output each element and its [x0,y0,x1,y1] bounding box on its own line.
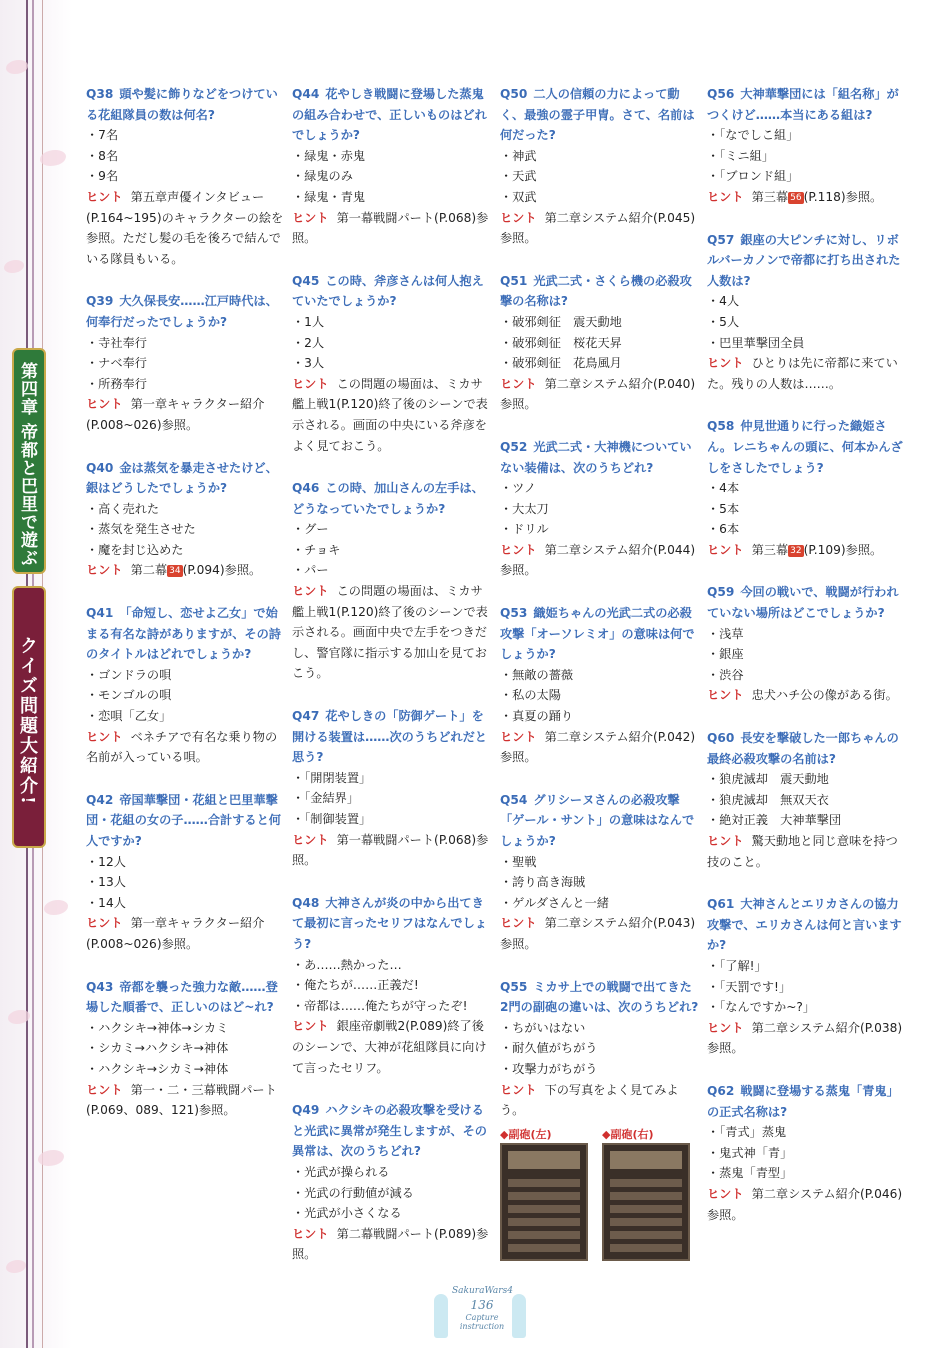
hint-label: ヒント [292,832,329,847]
answer-option: ・ハクシキ→シカミ→神体 [86,1061,229,1076]
screenshot-stat-row [610,1179,682,1187]
quiz-item [86,790,286,955]
answer-option: ・ちがいはない [500,1020,586,1035]
hint-text: 第五章声優インタビュー(P.164~195)のキャラクターの絵を参照。ただし髪の毛を後ろで結んでいる隊員もいる。 [86,189,284,266]
question-number: Q62 [707,1083,735,1098]
answer-option: ・浅草 [707,626,744,641]
screenshot-stat-row [610,1244,682,1252]
hint-text: 第二幕戦闘パート(P.089)参照。 [292,1226,489,1262]
answer-option: ・ナベ奉行 [86,356,147,371]
game-screenshot [500,1143,588,1261]
hint-label: ヒント [707,542,744,557]
question-number: Q55 [500,979,528,994]
screenshot-stat-row [508,1205,580,1213]
question-text [292,706,492,768]
answer-option: ・「天罰です!」 [707,979,792,994]
answer-option: ・あ……熱かった… [292,957,402,972]
hint [500,374,700,415]
hint-text: この問題の場面は、ミカサ艦上戦1(P.120)終了後のシーンで表示される。画面の中央にいる斧彦をよく見ておこう。 [292,376,488,453]
screenshot-figure [602,1125,692,1261]
quiz-item [500,437,700,581]
screenshot-stat-row [508,1244,580,1252]
hint-label: ヒント [292,1019,329,1034]
hint-label: ヒント [86,397,123,412]
answer-option: ・14人 [86,895,126,910]
quiz-item [86,291,286,435]
answer-option: ・6本 [707,522,740,537]
question-text [500,603,700,665]
hint-label: ヒント [292,210,329,225]
question-body: 織姫ちゃんの光武二式の必殺攻撃「オーソレミオ」の意味は何でしょうか? [500,606,695,662]
question-number: Q51 [500,273,528,288]
petal-decoration [6,60,28,74]
screenshot-header-bar [508,1151,580,1169]
quiz-item [707,416,907,560]
answer-option: ・破邪剣征 桜花天昇 [500,335,622,350]
quiz-item [292,271,492,456]
question-body: 「命短し、恋せよ乙女」で始まる有名な詩がありますが、その詩のタイトルはどれでしょうか? [86,606,281,662]
screenshot-stat-row [610,1218,682,1226]
hint [500,727,700,768]
question-body: 帝都を襲った強力な敵……登場した順番で、正しいのはど~れ? [86,979,278,1015]
answer-option: ・緑鬼・青鬼 [292,189,366,204]
question-body: 光武二式・大神機についていない装備は、次のうちどれ? [500,439,692,475]
page-footer [430,1286,530,1336]
answer-option: ・私の太陽 [500,688,561,703]
footer-logo: SakuraWars4 [452,1286,513,1296]
petal-decoration [6,1260,26,1273]
question-text [86,291,286,332]
quiz-item [707,230,907,395]
answer-option: ・チョキ [292,542,341,557]
answer-option: ・蒸気を発生させた [86,522,196,537]
answer-option: ・恋唄「乙女」 [86,709,172,724]
question-number: Q42 [86,792,114,807]
section-badge: 32 [790,545,802,556]
question-number: Q45 [292,273,320,288]
answer-option: ・狼虎滅却 無双天衣 [707,792,829,807]
answer-option: ・「なんですか~?」 [707,1000,816,1015]
answer-option: ・「なでしこ組」 [707,128,799,143]
question-body: 花やしき戦闘に登場した蒸鬼の組み合わせで、正しいものはどれでしょうか? [292,87,487,143]
answer-option: ・2人 [292,335,325,350]
question-number: Q60 [707,731,735,746]
answer-option: ・高く売れた [86,501,160,516]
hint-label: ヒント [500,542,537,557]
hint-text: 第二章システム紹介(P.045)参照。 [500,210,696,246]
hint [86,394,286,435]
hint [500,540,700,581]
section-badge: 56 [790,192,802,203]
screenshot-figure [500,1125,590,1261]
answer-option: ・3人 [292,356,325,371]
answer-option: ・耐久値がちがう [500,1041,598,1056]
quiz-item [86,84,286,269]
answer-option: ・8名 [86,148,119,163]
answer-option: ・「開閉装置」 [292,770,372,785]
question-number: Q58 [707,419,735,434]
answer-option: ・12人 [86,854,126,869]
answer-option: ・聖戦 [500,854,537,869]
hint-label: ヒント [292,376,329,391]
question-body: 大神さんとエリカさんの協力攻撃で、エリカさんは何と言いますか? [707,897,902,953]
question-body: グリシーヌさんの必殺攻撃「ゲール・サント」の意味はなんでしょうか? [500,792,695,848]
answer-option: ・緑鬼のみ [292,169,353,184]
quiz-item [500,790,700,955]
answer-option: ・ゴンドラの唄 [86,667,172,682]
screenshot-stat-row [610,1231,682,1239]
quiz-item [86,458,286,582]
question-body: 戦闘に登場する蒸鬼「青鬼」の正式名称は? [707,1083,899,1119]
answer-option: ・「ミニ組」 [707,148,775,163]
hint-chapter: 第三幕 [751,542,789,557]
hint-text: 第一章キャラクター紹介(P.008~026)参照。 [86,916,265,951]
hint-label: ヒント [500,916,537,931]
hint-text: (P.094)参照。 [182,563,262,578]
answer-option: ・所務奉行 [86,376,147,391]
question-number: Q41 [86,606,114,621]
hint-text: 第二章システム紹介(P.040)参照。 [500,376,696,412]
hint-text: 第二章システム紹介(P.046)参照。 [707,1186,903,1222]
question-text [707,230,907,292]
answer-option: ・4人 [707,294,740,309]
hint-text: ひとりは先に帝都に来ていた。残りの人数は……。 [707,356,898,391]
sidebar-decoration [0,0,72,1348]
hint-label: ヒント [707,1020,744,1035]
quiz-column [292,84,492,1287]
hint-label: ヒント [86,1082,123,1097]
quiz-item [707,582,907,706]
screenshot-stat-row [508,1192,580,1200]
hint-text: この問題の場面は、ミカサ艦上戦1(P.120)終了後のシーンで表示される。画面中央で左手をつきだし、警官隊に指示する加山を見ておこう。 [292,584,488,681]
screenshot-pair [500,1125,692,1261]
hint-label: ヒント [500,210,537,225]
question-text [86,84,286,125]
answer-option: ・1人 [292,314,325,329]
hint [500,913,700,954]
question-number: Q61 [707,897,735,912]
hint [707,1184,907,1225]
answer-option: ・「青式」蒸鬼 [707,1125,787,1140]
answer-option: ・狼虎滅却 震天動地 [707,772,829,787]
answer-option: ・9名 [86,169,119,184]
hint-label: ヒント [86,189,123,204]
question-text [292,84,492,146]
screenshot-stat-row [508,1218,580,1226]
answer-option: ・「制御装置」 [292,812,372,826]
answer-option: ・光武が小さくなる [292,1206,402,1221]
petal-decoration [44,900,68,915]
quiz-item [86,603,286,768]
question-text [500,437,700,478]
question-text [707,582,907,623]
question-number: Q53 [500,606,528,621]
question-number: Q39 [86,294,114,309]
question-text [707,728,907,769]
hint [707,831,907,872]
question-number: Q52 [500,439,528,454]
hint [292,1016,492,1078]
hint-chapter: 第二幕 [130,563,168,578]
hint-label: ヒント [86,916,123,931]
answer-option: ・シカミ→ハクシキ→神体 [86,1041,229,1056]
answer-option: ・「金結界」 [292,791,360,806]
hint-label: ヒント [707,688,744,703]
answer-option: ・7名 [86,128,119,143]
screenshot-stat-row [610,1192,682,1200]
answer-option: ・帝都は……俺たちが守ったぞ! [292,998,468,1013]
hint [86,1080,286,1121]
answer-option: ・大太刀 [500,501,549,516]
quiz-column [707,84,907,1247]
question-body: 長安を撃破した一郎ちゃんの最終必殺攻撃の名前は? [707,731,899,766]
question-body: 大神さんが炎の中から出てきて最初に言ったセリフはなんでしょう? [292,895,487,951]
answer-option: ・13人 [86,875,126,890]
quiz-item [292,1100,492,1265]
question-text [292,478,492,519]
question-body: ミカサ上での戦闘で出てきた2門の副砲の違いは、次のうちどれ? [500,979,699,1015]
hint-label: ヒント [292,1226,329,1241]
hint-text: 第二章システム紹介(P.043)参照。 [500,916,696,951]
quiz-item [500,271,700,415]
question-text [500,977,700,1018]
question-number: Q56 [707,87,735,101]
answer-option: ・パー [292,563,329,578]
game-screenshot [602,1143,690,1261]
answer-option: ・俺たちが……正義だ! [292,978,419,993]
question-body: 金は蒸気を暴走させたけど、銀はどうしたでしょうか? [86,460,278,496]
answer-option: ・光武の行動値が減る [292,1185,414,1200]
quiz-item [500,84,700,249]
hint-label: ヒント [707,189,744,204]
hint [292,1224,492,1265]
question-number: Q57 [707,232,735,247]
answer-option: ・緑鬼・赤鬼 [292,148,366,163]
hint-label: ヒント [292,584,329,599]
hint [707,1018,907,1059]
question-number: Q49 [292,1103,320,1118]
question-body: 今回の戦いで、戦闘が行われていない場所はどこでしょうか? [707,585,899,621]
petal-decoration [4,260,24,273]
hint-text: 第一章キャラクター紹介(P.008~026)参照。 [86,397,265,432]
hint-label: ヒント [707,1186,744,1201]
answer-option: ・双武 [500,189,537,204]
answer-option: ・寺社奉行 [86,335,147,350]
question-body: 光武二式・さくら機の必殺攻撃の名称は? [500,273,692,309]
hint [707,353,907,394]
hint [292,208,492,249]
quiz-item [292,478,492,684]
hint-label: ヒント [500,376,537,391]
petal-decoration [38,1150,64,1166]
question-text [707,84,907,125]
answer-option: ・モンゴルの唄 [86,688,172,703]
quiz-item [86,977,286,1121]
question-body: 大久保長安……江戸時代は、何奉行だったでしょうか? [86,294,278,329]
answer-option: ・銀座 [707,647,744,662]
page-number: 136 [470,1298,494,1312]
question-body: この時、斧彦さんは何人抱えていたでしょうか? [292,273,484,309]
chapter-tab: 第四章 帝都と巴里で遊ぶ [12,348,46,574]
question-number: Q38 [86,87,114,101]
answer-option: ・グー [292,522,329,537]
question-text [86,458,286,499]
hint-label: ヒント [707,356,744,371]
screenshot-stat-row [610,1205,682,1213]
screenshot-caption: ◆副砲(右) [602,1127,654,1141]
answer-option: ・ゲルダさんと一緒 [500,895,609,910]
question-number: Q54 [500,792,528,807]
hint-text: 第一幕戦闘パート(P.068)参照。 [292,832,489,868]
hint [86,187,286,269]
question-text [707,894,907,956]
petal-decoration [40,150,66,166]
quiz-item [500,977,700,1261]
answer-option: ・光武が操られる [292,1164,390,1179]
hint-label: ヒント [86,729,123,744]
quiz-item [292,84,492,249]
question-body: 帝国華撃団・花組と巴里華撃団・花組の女の子……合計すると何人ですか? [86,792,281,848]
answer-option: ・破邪剣征 花鳥風月 [500,356,622,371]
question-text [86,977,286,1018]
answer-option: ・「ブロンド組」 [707,169,799,184]
question-text [86,790,286,852]
hint-label: ヒント [500,1082,537,1097]
answer-option: ・5人 [707,314,740,329]
question-body: この時、加山さんの左手は、どうなっていたでしょうか? [292,481,484,516]
screenshot-stat-row [508,1231,580,1239]
answer-option: ・4本 [707,481,740,496]
hint-text: 驚天動地と同じ意味を持つ技のこと。 [707,834,898,869]
quiz-item [707,894,907,1059]
answer-option: ・破邪剣征 震天動地 [500,314,622,329]
hint [707,540,907,561]
quiz-column [500,84,700,1283]
answer-option: ・誇り高き海賊 [500,875,586,890]
quiz-item [707,84,907,208]
answer-option: ・鬼式神「青」 [707,1145,793,1160]
question-number: Q46 [292,481,320,496]
question-number: Q40 [86,460,114,475]
answer-option: ・天武 [500,169,537,184]
question-body: 二人の信頼の力によって動く、最強の霊子甲冑。さて、名前は何だった? [500,87,695,143]
answer-option: ・ドリル [500,522,549,537]
question-body: 銀座の大ピンチに対し、リボルバーカノンで帝都に打ち出された人数は? [707,232,901,288]
question-text [292,1100,492,1162]
answer-option: ・魔を封じ込めた [86,542,184,557]
answer-option: ・絶対正義 大神華撃団 [707,813,842,828]
section-badge: 34 [169,566,181,577]
footer-subtitle: Capture instruction [459,1313,505,1331]
question-number: Q43 [86,979,114,994]
question-body: 頭や髪に飾りなどをつけている花組隊員の数は何名? [86,87,278,122]
hint [292,581,492,684]
question-text [292,893,492,955]
question-text [500,84,700,146]
quiz-item [292,893,492,1078]
question-body: ハクシキの必殺攻撃を受けると光武に異常が発生しますが、その異常は、次のうちどれ? [292,1103,487,1159]
hint [86,727,286,768]
answer-option: ・蒸鬼「青型」 [707,1166,793,1181]
answer-option: ・「了解!」 [707,958,767,973]
question-number: Q59 [707,585,735,600]
question-body: 大神華撃団には「組名称」がつくけど……本当にある組は? [707,87,899,122]
answer-option: ・巴里華撃団全員 [707,335,805,350]
answer-option: ・5本 [707,501,740,516]
hint [292,830,492,871]
hint-text: 第一幕戦闘パート(P.068)参照。 [292,210,489,246]
answer-option: ・ツノ [500,481,537,496]
hint-label: ヒント [500,729,537,744]
hint [707,685,907,706]
hint-text: ベネチアで有名な乗り物の名前が入っている唄。 [86,729,278,765]
hint-text: 銀座帝劇戦2(P.089)終了後のシーンで、大神が花組隊員に向けて言ったセリフ。 [292,1019,487,1075]
hint-text: 忠犬ハチ公の像がある街。 [751,688,898,703]
question-text [500,790,700,852]
hint-text: 第一・二・三幕戦闘パート(P.069、089、121)参照。 [86,1082,277,1118]
hint-text: (P.109)参照。 [803,542,883,557]
question-text [86,603,286,665]
quiz-item [707,1081,907,1225]
question-text [707,1081,907,1122]
hint [86,560,286,581]
question-text [707,416,907,478]
quiz-item [707,728,907,872]
question-number: Q50 [500,87,528,101]
question-text [292,271,492,312]
quiz-item [500,603,700,768]
question-body: 花やしきの「防御ゲート」を開ける装置は……次のうちどれだと思う? [292,709,487,765]
answer-option: ・渋谷 [707,667,744,682]
quiz-item [292,706,492,871]
answer-option: ・ハクシキ→神体→シカミ [86,1020,229,1035]
hint [86,913,286,954]
hint-text: 下の写真をよく見てみよう。 [500,1082,679,1118]
question-text [500,271,700,312]
hint [707,187,907,208]
question-number: Q48 [292,895,320,910]
answer-option: ・無敵の薔薇 [500,667,574,682]
screenshot-header-bar [610,1151,682,1169]
hint-text: 第二章システム紹介(P.038)参照。 [707,1020,903,1056]
answer-option: ・攻撃力がちがう [500,1061,598,1076]
screenshot-caption: ◆副砲(左) [500,1127,552,1141]
question-number: Q47 [292,709,320,724]
answer-option: ・神武 [500,148,537,163]
hint-text: 第二章システム紹介(P.042)参照。 [500,729,696,765]
hint-text: 第二章システム紹介(P.044)参照。 [500,542,696,578]
character-silhouette-icon [434,1294,448,1338]
hint [500,1080,700,1121]
question-body: 仲見世通りに行った織姫さん。レニちゃんの頭に、何本かんざしをさしたでしょう? [707,419,903,475]
quiz-column [86,84,286,1143]
hint [292,374,492,456]
hint [500,208,700,249]
hint-text: (P.118)参照。 [803,189,883,204]
hint-label: ヒント [86,563,123,578]
question-number: Q44 [292,87,320,101]
hint-chapter: 第三幕 [751,189,789,204]
screenshot-stat-row [508,1179,580,1187]
hint-label: ヒント [707,834,744,848]
section-tab: クイズ問題大紹介! [12,586,46,848]
answer-option: ・真夏の踊り [500,709,574,724]
